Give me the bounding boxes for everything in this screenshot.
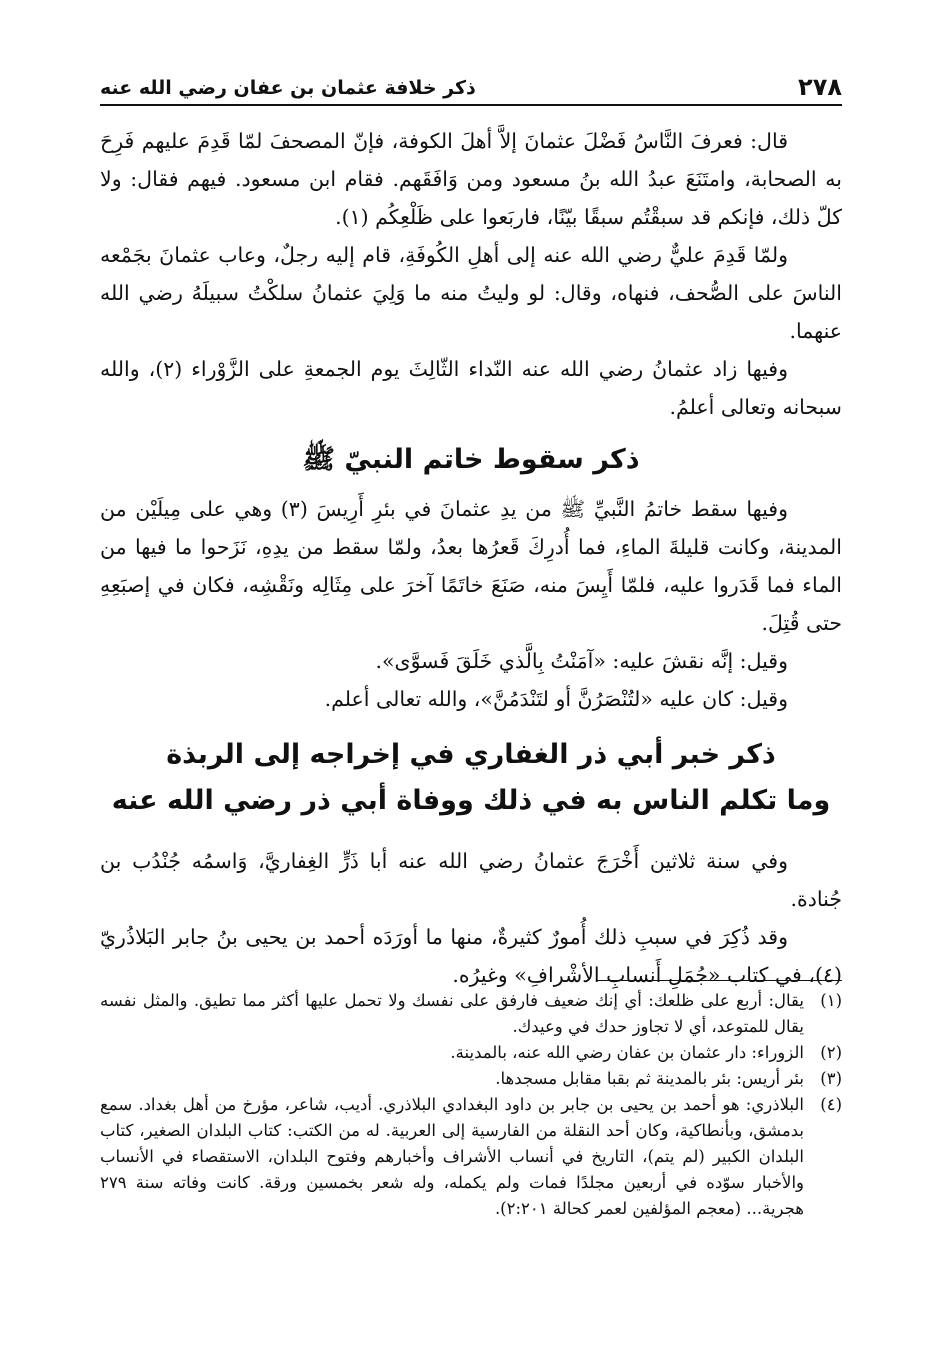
page-number: ٢٧٨ (798, 73, 842, 101)
section-heading-prophet-ring: ذكر سقوط خاتم النبيّ ﷺ (302, 444, 640, 475)
paragraph-3: وفيها زاد عثمانُ رضي الله عنه النّداء الثّالِثَ يوم الجمعةِ على الزَّوْراء (٢)، والله سبحانه وتعالى أعلمُ. (100, 357, 842, 419)
footnote-4 (100, 1092, 842, 1222)
footnote-number: (٢) (820, 1043, 842, 1062)
paragraph-2: ولمّا قَدِمَ عليٌّ رضي الله عنه إلى أهلِ الكُوفَةِ، قام إليه رجلٌ، وعاب عثمانَ بجَمْعه الناسَ على الصُّحف، فنهاه، وقال: لو وليتُ منه ما وَلِيَ عثمانُ سلكْتُ سبيلَهُ رضي الله عنهما. (100, 243, 842, 343)
section-heading-abu-dharr-line-1: ذكر خبر أبي ذر الغفاري في إخراجه إلى الربذة (166, 739, 776, 770)
footnote-2 (100, 1040, 842, 1066)
paragraph-4: وفيها سقط خاتمُ النَّبيِّ ﷺ من يدِ عثمانَ في بئرِ أَرِيسَ (٣) وهي على مِيلَيْن من المدينة، وكانت قليلةَ الماءِ، فما أُدرِكَ قَعرُها بعدُ، ولمّا سقط من يدِهِ، نَزَحوا ما فيها من الماء فما قَدَروا عليه، فلمّا أَيِسَ منه، صَنَعَ خاتَمًا آخرَ على مِثَالِه ونَقْشِه، فكان في إصبَعِهِ حتى قُتِلَ. (100, 497, 842, 635)
footnotes (100, 988, 842, 1222)
footnote-3 (100, 1066, 842, 1092)
paragraph-1: قال: فعرفَ النَّاسُ فَضْلَ عثمانَ إلاَّ أهلَ الكوفة، فإنّ المصحفَ لمّا قَدِمَ عليهم فَرِحَ به الصحابة، وامتَنَعَ عبدُ الله بنُ مسعود ومن وَافَقَهم. فقام ابن مسعود. فيهم فقال: ولا كلّ ذلك، فإنكم قد سبقْتُم سبقًا بيّنًا، فاربَعوا على ظَلْعِكُم (١). (100, 129, 842, 229)
running-header (100, 68, 842, 106)
footnote-text: البلاذري: هو أحمد بن يحيى بن جابر بن داود البغدادي البلاذري. أديب، شاعر، مؤرخ من أهل بغداد. سمع بدمشق، وبأنطاكية، وكان أحد النقلة من الفارسية إلى العربية. له من الكتب: كتاب البلدان الصغير، كتاب البلدان الكبير (لم يتم)، التاريخ في أنساب الأشراف وأخبارهم وفتوح البلدان، الاستقصاء في الأنساب والأخبار سوّده في أربعين مجلدًا فمات ولم يكمله، وله شعر بخمسين ورقة. كانت وفاته سنة ٢٧٩ هجرية... (معجم المؤلفين لعمر كحالة ٢:٢٠١). (100, 1095, 804, 1218)
footnote-text: بئر أريس: بئر بالمدينة ثم بقبا مقابل مسجدها. (495, 1069, 804, 1088)
section-heading-abu-dharr (100, 732, 842, 824)
paragraph-7: وفي سنة ثلاثين أَخْرَجَ عثمانُ رضي الله عنه أبا ذَرٍّ الغِفاريَّ، وَاسمُه جُنْدُب بن جُنادة. (100, 849, 842, 911)
footnote-text: الزوراء: دار عثمان بن عفان رضي الله عنه، بالمدينة. (450, 1043, 804, 1062)
footnote-text: يقال: أربع على ظلعك: أي إنك ضعيف فارفق على نفسك ولا تحمل عليها أكثر مما تطيق. والمثل نفسه يقال للمتوعد، أي لا تجاوز حدك في وعيدك. (100, 991, 804, 1036)
running-title: ذكر خلافة عثمان بن عفان رضي الله عنه (100, 77, 476, 99)
paragraph-5: وقيل: إنَّه نقشَ عليه: «آمَنْتُ بِالَّذي خَلَقَ فَسوَّى». (375, 649, 788, 673)
footnote-number: (٤) (820, 1095, 842, 1114)
paragraph-6: وقيل: كان عليه «لتُنْصَرُنَّ أو لتَنْدَمُنَّ»، والله تعالى أعلم. (324, 687, 788, 711)
footnote-number: (٣) (820, 1069, 842, 1088)
footnote-1 (100, 988, 842, 1040)
section-heading-abu-dharr-line-2: وما تكلم الناس به في ذلك ووفاة أبي ذر رضي الله عنه (111, 785, 831, 816)
body-text (100, 122, 842, 994)
footnote-number: (١) (820, 991, 842, 1010)
footnote-separator (596, 980, 842, 981)
paragraph-8: وقد ذُكِرَ في سببِ ذلك أُمورٌ كثيرةٌ، منها ما أورَدَه أحمد بن يحيى بنُ جابر البَلاذُريّ (٤)، في كتاب «جُمَلِ أَنسابِ الأشْرافِ» وغيرُه. (100, 925, 842, 987)
